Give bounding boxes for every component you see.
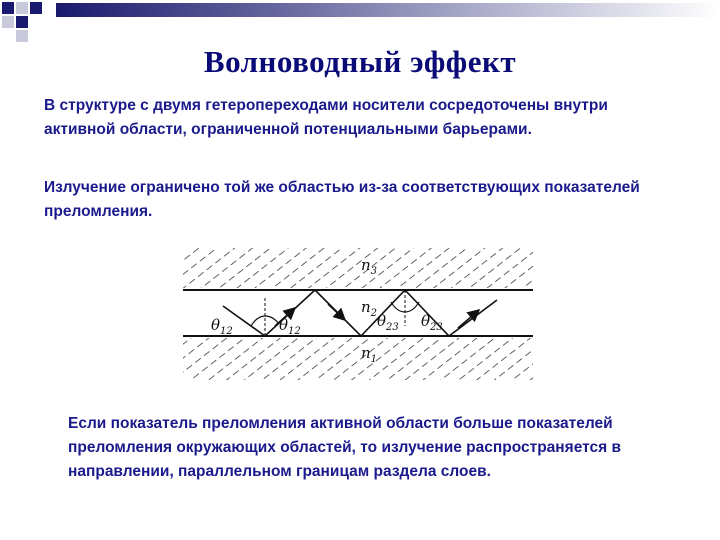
paragraph-carriers: В структуре с двумя гетеропереходами носители сосредоточены внутри активной области, ограниченной потенциальными барьерами. bbox=[44, 97, 608, 138]
deco-square-1 bbox=[2, 2, 14, 14]
paragraph-refractive-index: Если показатель преломления активной области больше показателей преломления окружающих областей, то излучение распространяется в направлении, параллельном границам раздела слоев. bbox=[68, 415, 621, 480]
top-gradient-bar bbox=[56, 3, 720, 17]
angle-arc-1 bbox=[251, 316, 265, 326]
label-theta12-left: $\theta_{12}$ bbox=[211, 316, 233, 337]
label-n3: $n_3$ bbox=[361, 256, 378, 277]
angle-arc-2 bbox=[265, 316, 279, 324]
slide-title: Волноводный эффект bbox=[203, 44, 517, 79]
ray-arrow-2 bbox=[328, 304, 345, 320]
upper-cladding-layer bbox=[183, 248, 533, 288]
deco-square-2 bbox=[16, 2, 28, 14]
paragraph-radiation: Излучение ограничено той же областью из-за соответствующих показателей преломления. bbox=[44, 179, 640, 220]
waveguide-diagram bbox=[183, 246, 533, 382]
label-theta23-left: $\theta_{23}$ bbox=[377, 312, 399, 333]
label-theta23-right: $\theta_{23}$ bbox=[421, 312, 443, 333]
deco-square-4 bbox=[2, 16, 14, 28]
label-n2: $n_2$ bbox=[361, 298, 378, 319]
ray-arrow-3 bbox=[458, 310, 479, 328]
deco-square-6 bbox=[16, 30, 28, 42]
deco-square-3 bbox=[30, 2, 42, 14]
deco-square-5 bbox=[16, 16, 28, 28]
label-theta12-right: $\theta_{12}$ bbox=[279, 316, 301, 337]
decorative-squares bbox=[0, 0, 56, 44]
lower-cladding-layer bbox=[183, 338, 533, 380]
label-n1: $n_1$ bbox=[361, 344, 378, 365]
light-ray bbox=[223, 290, 497, 336]
